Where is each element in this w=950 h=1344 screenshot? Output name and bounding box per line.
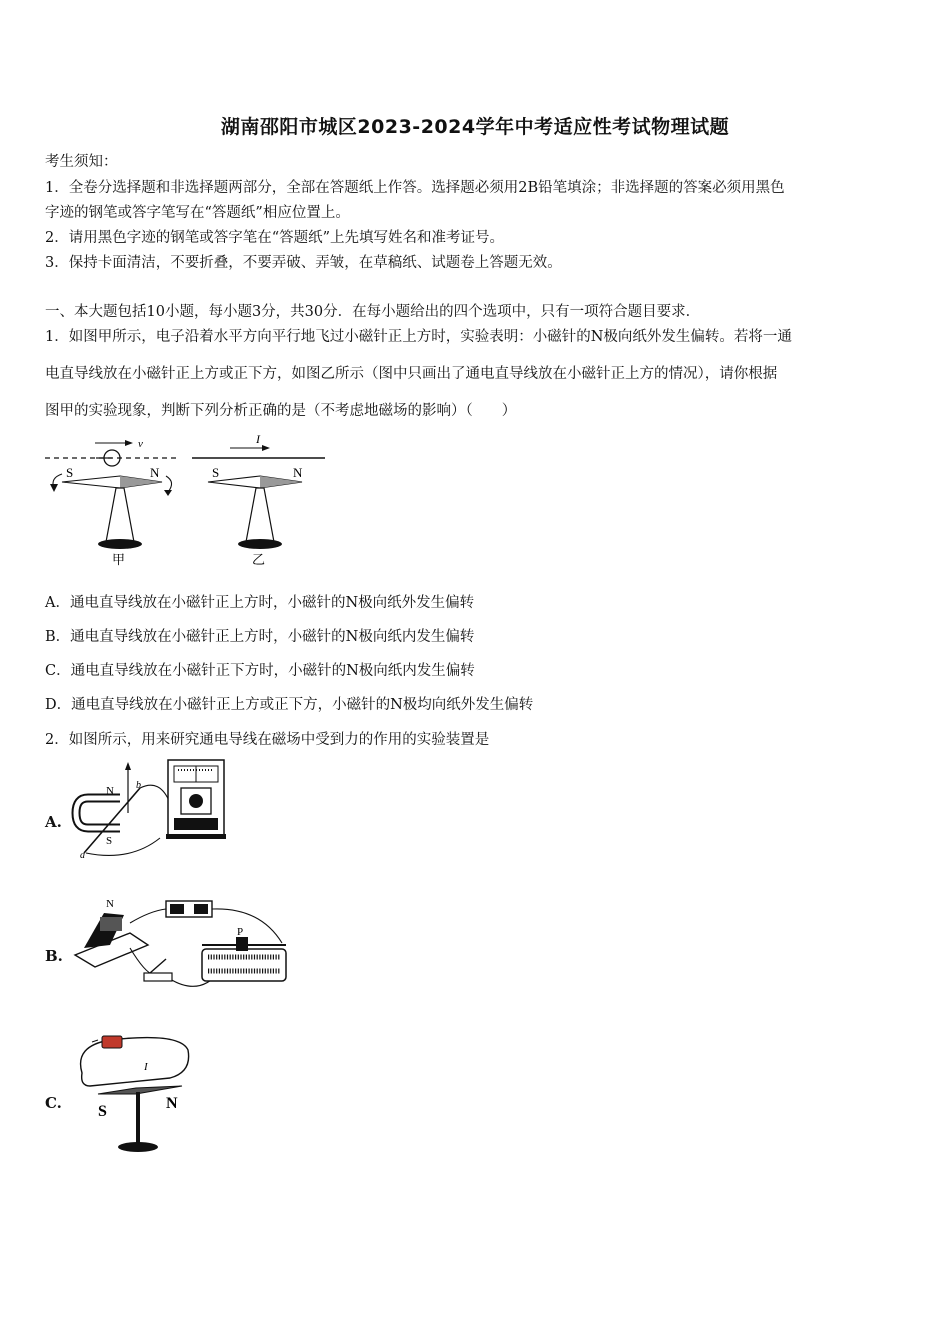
section-heading: 一、本大题包括10小题，每小题3分，共30分．在每小题给出的四个选项中，只有一项符合题目要求． [45,304,701,320]
left-s-label: S [66,465,74,480]
battery-c [102,1036,122,1048]
rheostat [202,949,286,981]
notice-line-3: 3．保持卡面清洁，不要折叠，不要弄破、弄皱，在草稿纸、试题卷上答题无效。 [45,255,562,271]
q1-stem-line-1: 1．如图甲所示，电子沿着水平方向平行地飞过小磁针正上方时，实验表明：小磁针的N极向纸外发生偏转。若将一通 [45,329,792,345]
right-base [238,539,282,549]
slider [236,937,248,951]
right-stand [246,488,274,542]
notice-line-1a: 1．全卷分选择题和非选择题两部分，全部在答题纸上作答。选择题必须用2B铅笔填涂；非选择题的答案必须用黑色 [45,180,785,196]
b-n-label: N [106,898,114,910]
right-n-label: N [293,465,303,480]
q1-option-b[interactable]: B．通电直导线放在小磁针正上方时，小磁针的N极向纸内发生偏转 [45,629,475,645]
wire-loop [81,1038,189,1086]
v-label: v [138,438,143,450]
q1-stem-line-2: 电直导线放在小磁针正上方或正下方，如图乙所示（图中只画出了通电直导线放在小磁针正上方的情况），请你根据 [45,366,778,382]
q1-figure [40,430,340,570]
magnet-n-label: N [106,785,114,797]
q2-figure-b[interactable] [70,893,295,998]
q2-stem: 2．如图所示，用来研究通电导线在磁场中受到力的作用的实验装置是 [45,732,490,748]
q2-figure-c[interactable] [70,1028,200,1158]
q1-option-d[interactable]: D．通电直导线放在小磁针正上方或正下方，小磁针的N极均向纸外发生偏转 [45,697,534,713]
q2-option-a-label[interactable]: A. [45,813,62,831]
q1-option-a[interactable]: A．通电直导线放在小磁针正上方时，小磁针的N极向纸外发生偏转 [45,595,475,611]
left-n-label: N [150,465,160,480]
a-label: a [80,850,85,861]
c-n-label: N [166,1095,178,1112]
page-title: 湖南邵阳市城区2023-2024学年中考适应性考试物理试题 [220,116,730,138]
left-base [98,539,142,549]
notice-line-2: 2．请用黑色字迹的钢笔或答字笔在“答题纸”上先填写姓名和准考证号。 [45,230,505,246]
c-s-label: S [98,1103,107,1120]
q2-option-b-label[interactable]: B. [45,947,63,965]
notice-heading: 考生须知： [45,154,118,170]
i-label: I [256,432,260,446]
caption-left: 甲 [112,553,126,568]
switch [144,973,172,981]
notice-line-1b: 字迹的钢笔或答字笔写在“答题纸”相应位置上。 [45,205,350,221]
b-label: b [136,780,141,791]
b-p-label: P [237,926,244,938]
left-stand [106,488,134,542]
magnet-s-label: S [106,835,113,847]
caption-right: 乙 [252,553,266,568]
q1-option-c[interactable]: C．通电直导线放在小磁针正下方时，小磁针的N极向纸内发生偏转 [45,663,475,679]
q2-figure-a[interactable] [70,758,230,863]
q1-stem-line-3: 图甲的实验现象，判断下列分析正确的是（不考虑地磁场的影响）（ ） [45,403,517,419]
right-s-label: S [212,465,220,480]
q2-option-c-label[interactable]: C. [45,1094,62,1112]
c-i-label: I [144,1061,148,1073]
